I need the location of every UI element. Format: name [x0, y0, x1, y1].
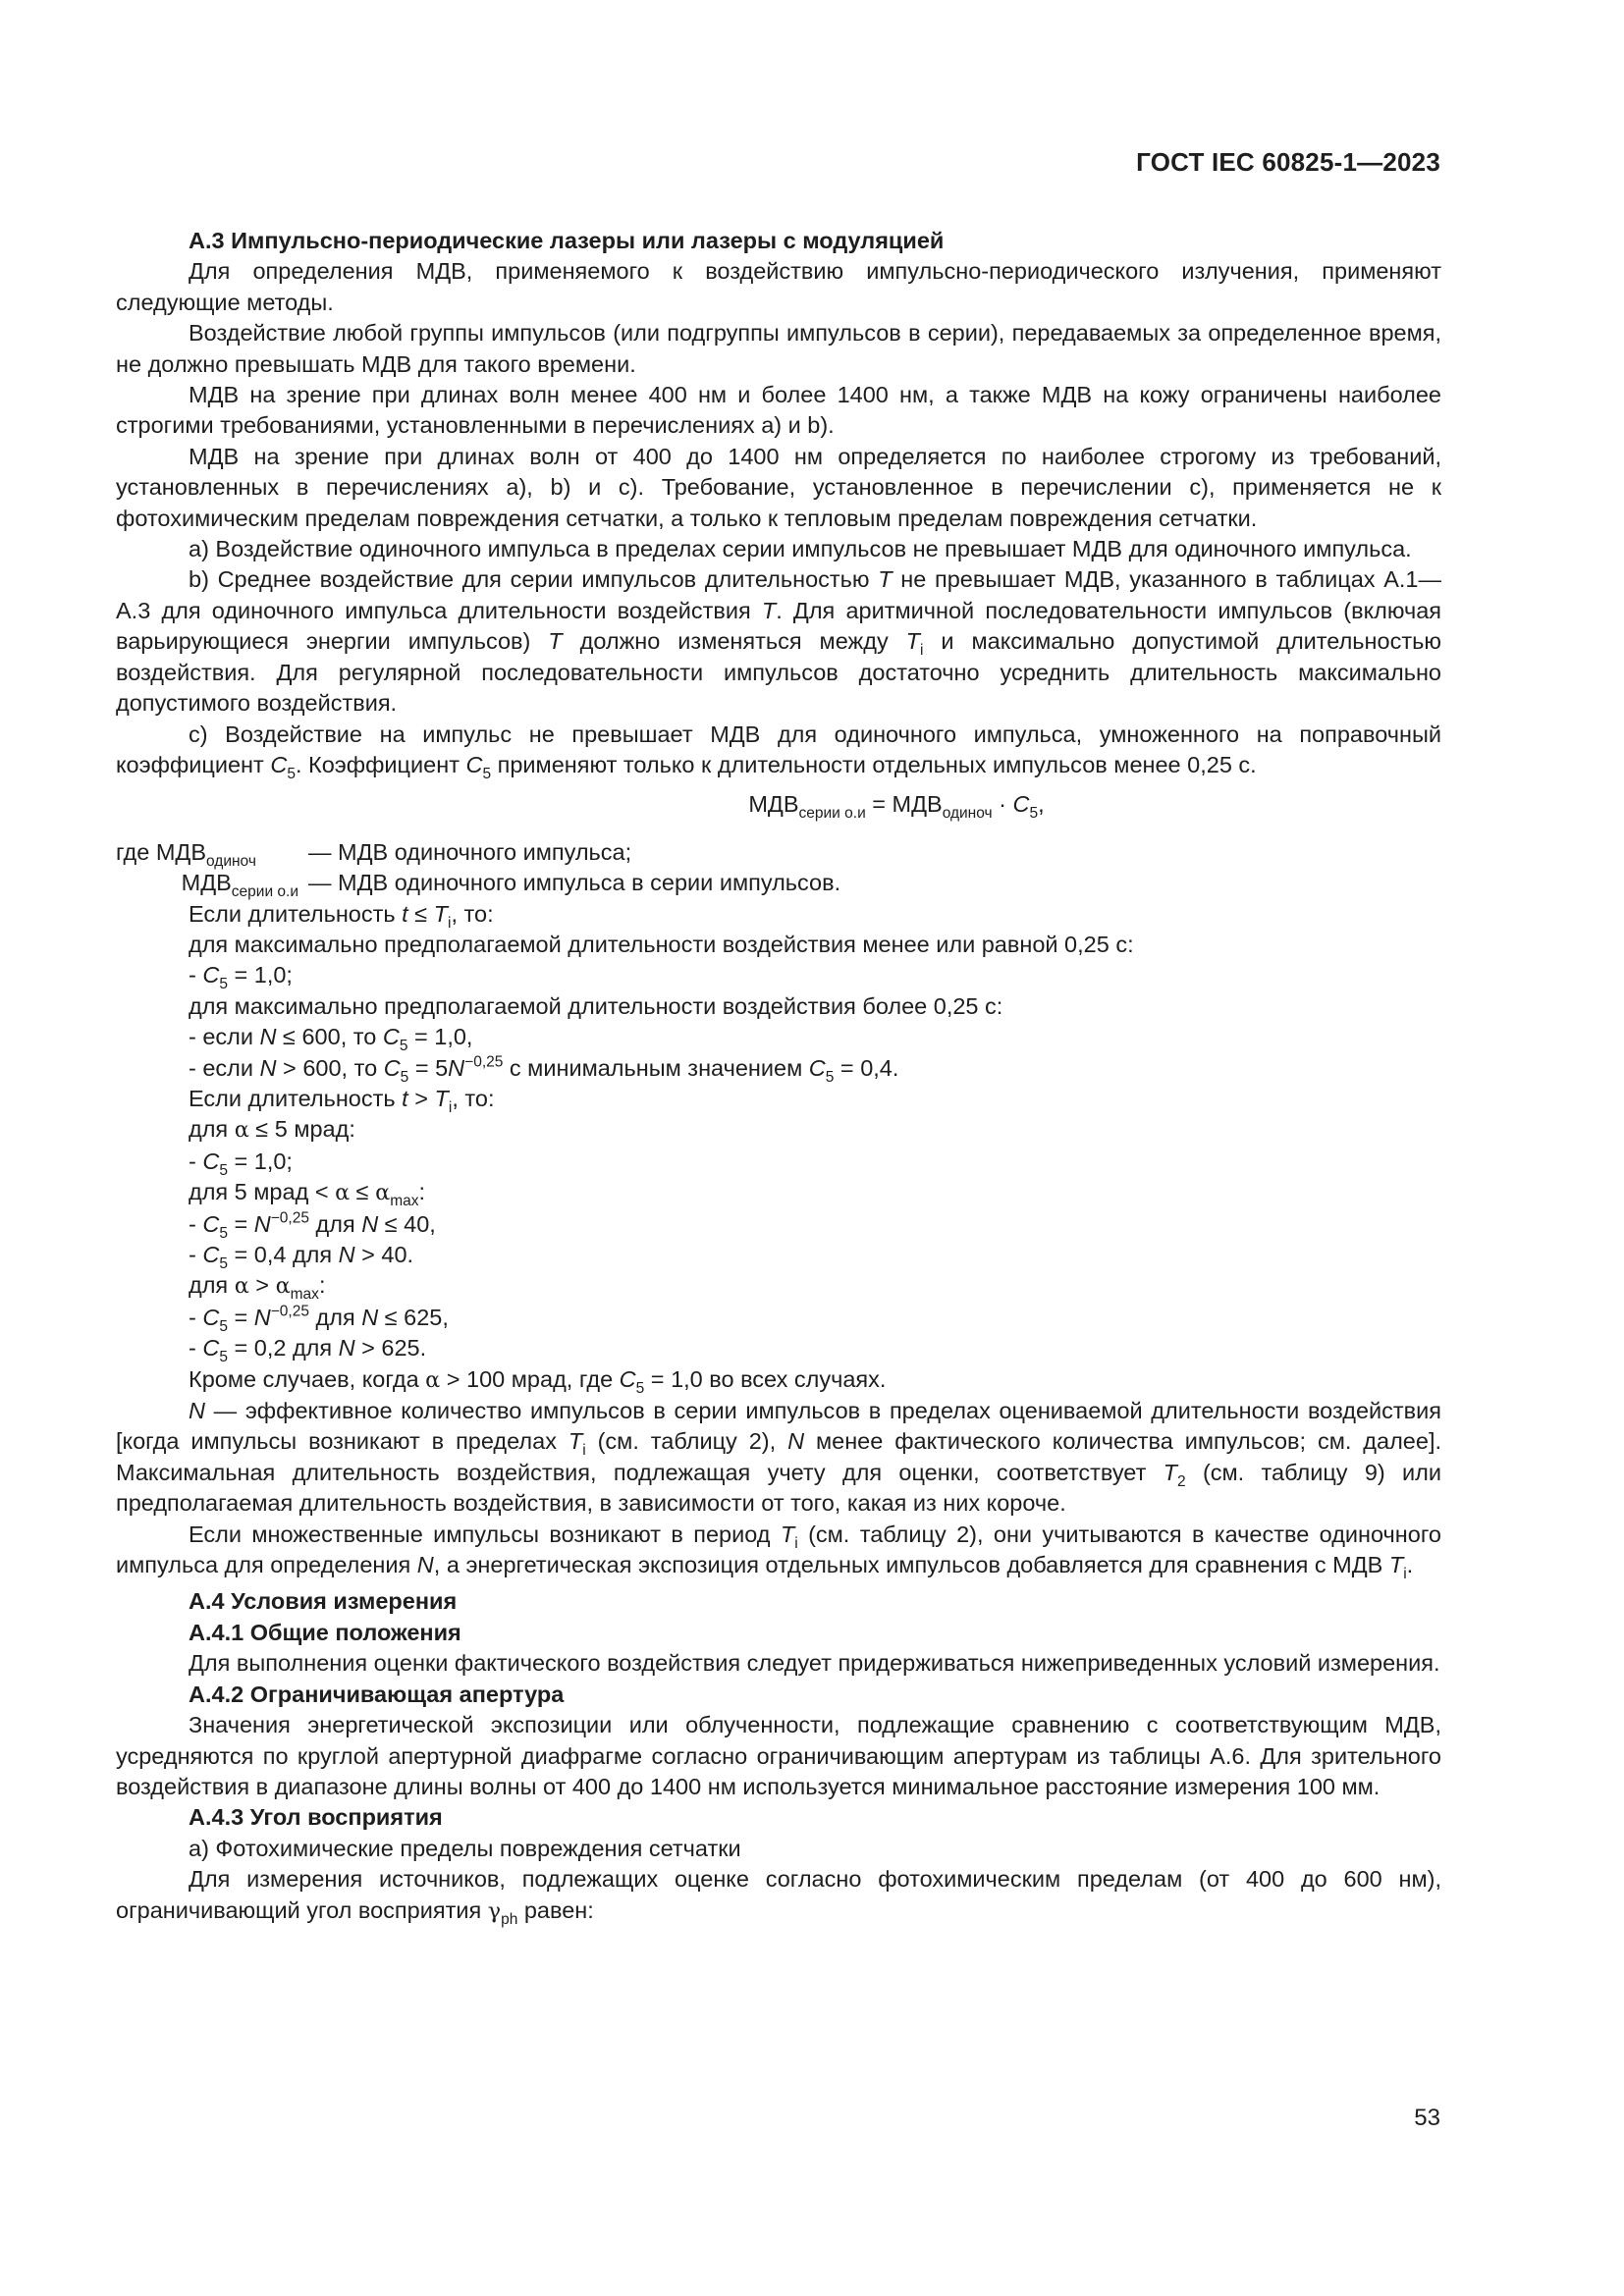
condition-line: Если длительность $t > T_i$, то:	[189, 1085, 495, 1116]
condition-line: для 5 мрад < $\alpha \le \alpha_{max}$:	[189, 1179, 426, 1210]
condition-line: Кроме случаев, когда α > 100 мрад, где $C_5 = 1,0$ во всех случаях.	[189, 1365, 887, 1397]
condition-line: - если N ≤ 600, то $C_5 = 1,0$,	[189, 1024, 473, 1055]
section-a42-title: А.4.2 Ограничивающая апертура	[189, 1681, 565, 1707]
condition-line: - $C_5 = 1,0$;	[189, 962, 293, 993]
condition-line: - $C_5 = N^{-0,25}$ для N ≤ 40,	[189, 1208, 436, 1242]
condition-line: - $C_5 = N^{-0,25}$ для N ≤ 625,	[189, 1303, 449, 1335]
section-a4-title: А.4 Условия измерения	[189, 1588, 458, 1615]
section-a3-title: А.3 Импульсно-периодические лазеры или лазеры с модуляцией	[189, 228, 945, 253]
condition-line: для максимально предполагаемой длительности воздействия менее или равной 0,25 с:	[189, 931, 1134, 957]
condition-line: - $C_5 = 1,0$;	[189, 1148, 293, 1179]
formula: $МДВ_{серии о.и} = МДВ_{одиноч} \cdot C_5$,	[748, 791, 1045, 823]
section-a43-title: А.4.3 Угол восприятия	[189, 1804, 443, 1831]
paragraph-n-definition: N — эффективное количество импульсов в серии импульсов в пределах оцениваемой длительности воздействия [когда импульсы возникают в пределах $T_i$ (см. таблицу 2), N менее фактического количества импульсов; см. далее]. Максимальная длительность воздействия, подлежащая учету для оценки, соответствует $T_2$ (см. таблицу 9) или предполагаемая длительность воздействия, в зависимости от того, какая из них короче.	[116, 1398, 1441, 1517]
paragraph: МДВ на зрение при длинах волн от 400 до 1400 нм определяется по наиболее строгому из требований, установленных в перечислениях а), b) и c). Требование, установленное в перечислении c), применяется не к фотохимическим пределам повреждения сетчатки, а только к тепловым пределам повреждения сетчатки.	[116, 443, 1441, 531]
condition-line: - $C_5 = 0,2$ для N > 625.	[189, 1335, 427, 1366]
page-body	[116, 226, 1441, 1927]
paragraph: Воздействие любой группы импульсов (или подгруппы импульсов в серии), передаваемых за определенное время, не должно превышать МДВ для такого времени.	[116, 320, 1441, 377]
paragraph-multiple-pulses: Если множественные импульсы возникают в период $T_i$ (см. таблицу 2), они учитываются в качестве одиночного импульса для определения N, а энергетическая экспозиция отдельных импульсов добавляется для сравнения с МДВ $T_i$.	[116, 1521, 1441, 1582]
condition-line: - если N > 600, то $C_5 = 5N^{-0,25}$ с минимальным значением $C_5 = 0,4$.	[189, 1052, 899, 1086]
paragraph: Значения энергетической экспозиции или облученности, подлежащие сравнению с соответствующим МДВ, усредняются по круглой апертурной диафрагме согласно ограничивающим апертурам из таблицы А.6. Для зрительного воздействия в диапазоне длины волны от 400 до 1400 нм используется минимальное расстояние измерения 100 мм.	[116, 1712, 1441, 1799]
list-item-c: c) Воздействие на импульс не превышает МДВ для одиночного импульса, умноженного на поправочный коэффициент $C_5$. Коэффициент $C_5$ применяют только к длительности отдельных импульсов менее 0,25 с.	[116, 721, 1441, 782]
paragraph: МДВ на зрение при длинах волн менее 400 нм и более 1400 нм, а также МДВ на кожу ограничены наиболее строгими требованиями, установленными в перечислениях а) и b).	[116, 382, 1441, 439]
list-item-a: a) Фотохимические пределы повреждения сетчатки	[189, 1835, 741, 1861]
where-definition: где $МДВ_{одиноч}$ — МДВ одиночного импульса;	[116, 838, 632, 870]
page-number: 53	[1414, 2105, 1440, 2131]
section-a41-title: А.4.1 Общие положения	[189, 1619, 461, 1645]
where-definition: $МДВ_{серии о.и}$ — МДВ одиночного импульса в серии импульсов.	[181, 870, 841, 901]
condition-line: для $\alpha > \alpha_{max}$:	[189, 1272, 326, 1304]
paragraph: Для выполнения оценки фактического воздействия следует придерживаться нижеприведенных условий измерения.	[189, 1650, 1440, 1677]
list-item-a: a) Воздействие одиночного импульса в пределах серии импульсов не превышает МДВ для одиночного импульса.	[189, 536, 1412, 562]
condition-line: Если длительность $t \le T_i$, то:	[189, 900, 494, 932]
paragraph: Для измерения источников, подлежащих оценке согласно фотохимическим пределам (от 400 до 600 нм), ограничивающий угол восприятия $\gamma_{ph}$ равен:	[116, 1866, 1441, 1928]
condition-line: - $C_5 = 0,4$ для N > 40.	[189, 1242, 414, 1272]
paragraph: Для определения МДВ, применяемого к воздействию импульсно-периодического излучения, применяют следующие методы.	[116, 258, 1441, 315]
list-item-b: b) Среднее воздействие для серии импульсов длительностью T не превышает МДВ, указанного в таблицах А.1—А.3 для одиночного импульса длительности воздействия T. Для аритмичной последовательности импульсов (включая варьирующиеся энергии импульсов) T должно изменяться между $T_i$ и максимально допустимой длительностью воздействия. Для регулярной последовательности импульсов достаточно усреднить длительность максимально допустимого воздействия.	[116, 566, 1441, 717]
document-header: ГОСТ IEC 60825-1—2023	[1136, 147, 1440, 177]
condition-line: для α ≤ 5 мрад:	[189, 1116, 355, 1144]
condition-line: для максимально предполагаемой длительности воздействия более 0,25 с:	[189, 992, 1003, 1019]
